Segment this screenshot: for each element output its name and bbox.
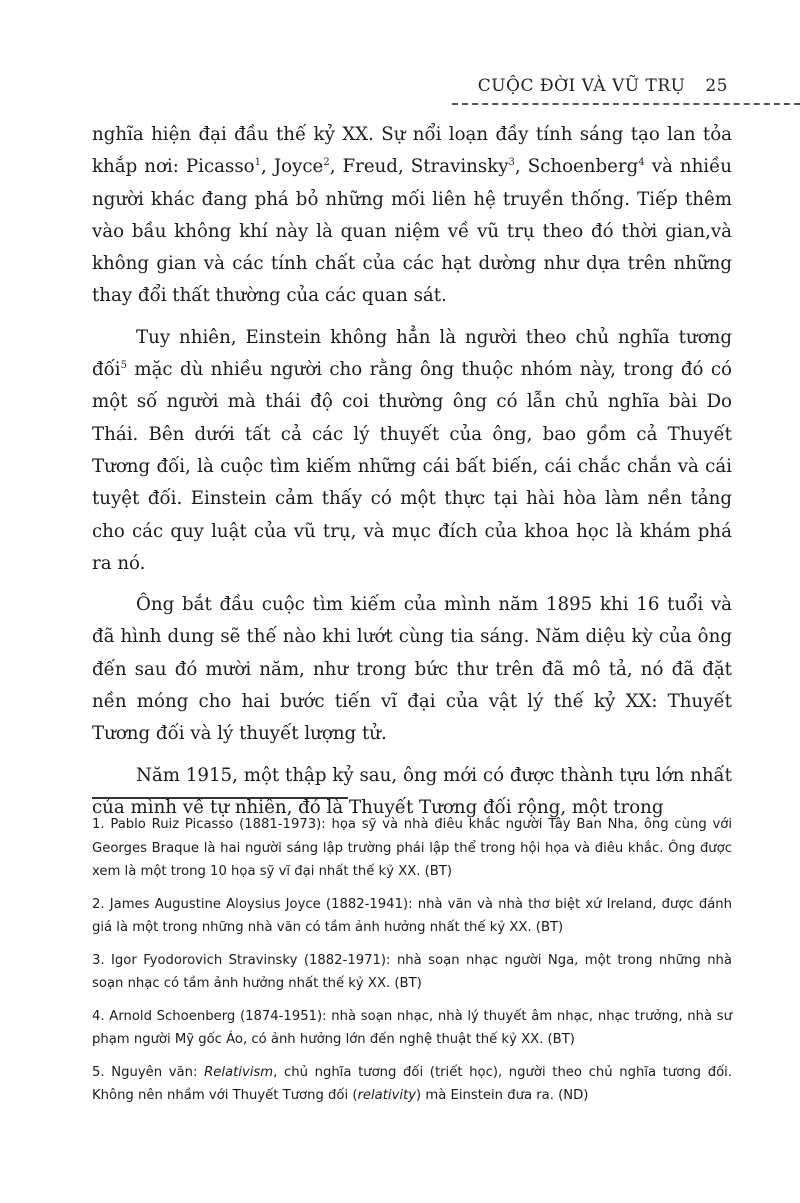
footnote-3: 3. Igor Fyodorovich Stravinsky (1882-1971): nhà soạn nhạc người Nga, một trong những nhà soạn nhạc có tầm ảnh hưởng nhất thế kỷ XX. (BT): [92, 952, 732, 991]
chapter-title: CUỘC ĐỜI VÀ VŨ TRỤ: [477, 76, 686, 96]
body-text: [92, 119, 732, 833]
term-relativism: Relativism: [204, 1064, 274, 1080]
footnote-2: 2. James Augustine Aloysius Joyce (1882-1941): nhà văn và nhà thơ biệt xứ Ireland, được đánh giá là một trong những nhà văn có tầm ảnh hưởng nhất thế kỷ XX. (BT): [92, 896, 732, 935]
footnote-ref-3: 3: [508, 157, 515, 169]
paragraph-3: Ông bắt đầu cuộc tìm kiếm của mình năm 1895 khi 16 tuổi và đã hình dung sẽ thế nào khi lướt cùng tia sáng. Năm diệu kỳ của ông đến sau đó mười năm, như trong bức thư trên đã mô tả, nó đã đặt nền móng cho hai bước tiến vĩ đại của vật lý thế kỷ XX: Thuyết Tương đối và lý thuyết lượng tử.: [92, 594, 732, 745]
paragraph-2: Tuy nhiên, Einstein không hẳn là người theo chủ nghĩa tương đối$^5$ mặc dù nhiều người cho rằng ông thuộc nhóm này, trong đó có một số người mà thái độ coi thường ông có lẫn chủ nghĩa bài Do Thái. Bên dưới tất cả các lý thuyết của ông, bao gồm cả Thuyết Tương đối, là cuộc tìm kiếm những cái bất biến, cái chắc chắn và cái tuyệt đối. Einstein cảm thấy có một thực tại hài hòa làm nền tảng cho các quy luật của vũ trụ, và mục đích của khoa học là khám phá ra nó.: [92, 326, 732, 574]
footnote-ref-1: 1: [254, 157, 262, 169]
running-header: [478, 76, 728, 96]
footnotes: [92, 813, 732, 1117]
term-relativity: relativity: [357, 1088, 417, 1103]
footnote-1: 1. Pablo Ruiz Picasso (1881-1973): họa sỹ và nhà điêu khắc người Tây Ban Nha, ông cùng với Georges Braque là hai người sáng lập trường phái lập thể trong hội họa và điêu khắc. Ông được xem là một trong 10 họa sỹ vĩ đại nhất thế kỷ XX. (BT): [92, 817, 732, 879]
paragraph-1: nghĩa hiện đại đầu thế kỷ XX. Sự nổi loạn đầy tính sáng tạo lan tỏa khắp nơi: Picasso$^1$, Joyce$^2$, Freud, Stravinsky$^3$, Schoenberg$^4$ và nhiều người khác đang phá bỏ những mối liên hệ truyền thống. Tiếp thêm vào bầu không khí này là quan niệm về vũ trụ theo đó thời gian,và không gian và các tính chất của các hạt dường như dựa trên những thay đổi thất thường của các quan sát.: [92, 124, 733, 307]
footnote-ref-4: 4: [638, 157, 645, 169]
page-number: 25: [705, 76, 728, 96]
footnote-ref-5: 5: [120, 360, 127, 372]
footnote-5: 5. Nguyên văn: Relativism, chủ nghĩa tương đối (triết học), người theo chủ nghĩa tương đối. Không nên nhầm với Thuyết Tương đối (relativity) mà Einstein đưa ra. (ND): [92, 1064, 733, 1103]
footnote-4: 4. Arnold Schoenberg (1874-1951): nhà soạn nhạc, nhà lý thuyết âm nhạc, nhạc trưởng, nhà sư phạm người Mỹ gốc Áo, có ảnh hưởng lớn đến nghệ thuật thế kỷ XX. (BT): [92, 1008, 732, 1047]
header-dashed-rule: [452, 103, 800, 105]
footnote-ref-2: 2: [323, 157, 330, 169]
paragraph-4: Năm 1915, một thập kỷ sau, ông mới có được thành tựu lớn nhất của mình về tự nhiên, đó là Thuyết Tương đối rộng, một trong: [92, 764, 732, 818]
footnote-separator: [92, 797, 348, 799]
